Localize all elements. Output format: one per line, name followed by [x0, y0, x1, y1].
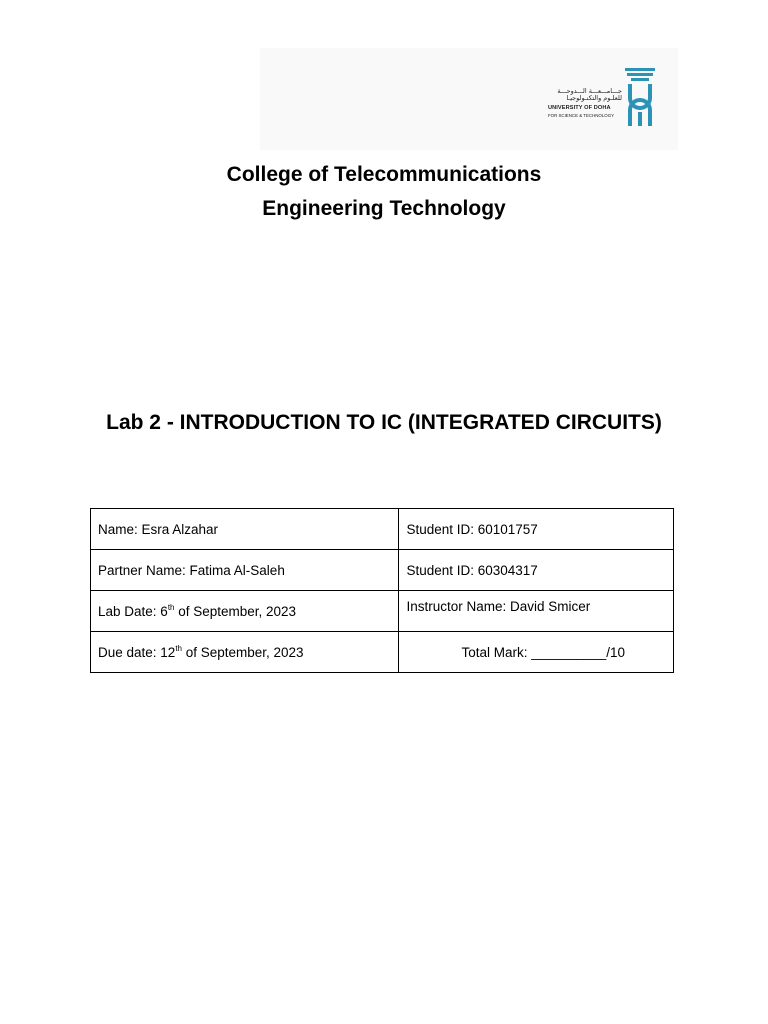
logo-english-line1: UNIVERSITY OF DOHA	[548, 105, 611, 111]
table-row	[91, 591, 674, 632]
logo-arabic-text	[548, 88, 622, 102]
total-mark-cell: Total Mark: __________/10	[399, 632, 674, 673]
lab-title: Lab 2 - INTRODUCTION TO IC (INTEGRATED CIRCUITS)	[106, 411, 662, 434]
table-row	[91, 632, 674, 673]
university-logo	[548, 68, 660, 128]
logo-text	[548, 68, 622, 128]
partner-student-id-cell: Student ID: 60304317	[399, 550, 674, 591]
table-row	[91, 509, 674, 550]
name-cell: Name: Esra Alzahar	[91, 509, 399, 550]
logo-english-line2: FOR SCIENCE & TECHNOLOGY	[548, 113, 615, 118]
partner-name-cell: Partner Name: Fatima Al-Saleh	[91, 550, 399, 591]
lab-date-ordinal: th	[167, 602, 175, 612]
due-date-ordinal: th	[175, 643, 182, 653]
logo-arabic-line1: جـــامـــعـــة الـــدوحـــة	[557, 87, 622, 95]
instructor-cell: Instructor Name: David Smicer	[399, 591, 674, 632]
college-line2: Engineering Technology	[262, 197, 506, 220]
college-heading	[0, 158, 768, 226]
lab-date-prefix: Lab Date: 6	[98, 603, 168, 619]
udst-logo-icon	[625, 68, 655, 126]
lab-date-suffix: of September, 2023	[174, 603, 297, 619]
due-date-suffix: of September, 2023	[181, 644, 304, 660]
due-date-cell	[91, 632, 399, 673]
due-date-prefix: Due date: 12	[98, 644, 176, 660]
student-id-cell: Student ID: 60101757	[399, 509, 674, 550]
college-line1: College of Telecommunications	[226, 163, 542, 186]
student-info-table	[90, 508, 674, 673]
lab-date-cell	[91, 591, 399, 632]
logo-arabic-line2: للعلـوم والتكنـولوجيـا	[566, 94, 622, 102]
table-row	[91, 550, 674, 591]
